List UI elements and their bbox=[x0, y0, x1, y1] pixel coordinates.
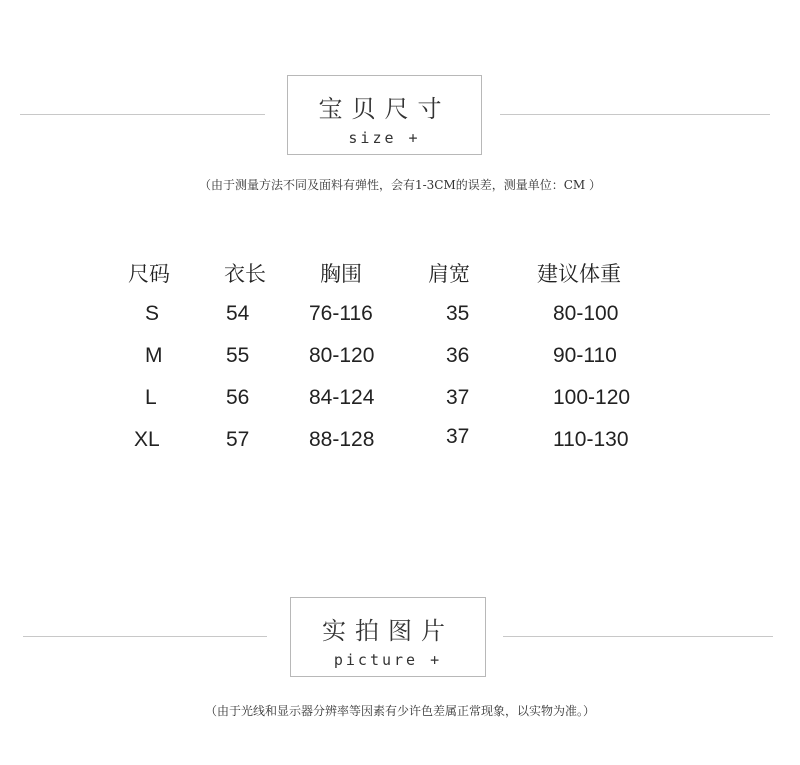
divider-left-picture bbox=[23, 636, 267, 637]
size-measurement-note: （由于测量方法不同及面料有弹性，会有1-3CM的误差，测量单位：CM ） bbox=[198, 178, 602, 192]
divider-right-picture bbox=[503, 636, 773, 637]
table-cell-length: 55 bbox=[226, 344, 250, 367]
table-cell-length: 54 bbox=[226, 302, 250, 325]
size-title-cn: 宝贝尺寸 bbox=[318, 95, 451, 123]
table-cell-chest: 84-124 bbox=[309, 386, 375, 409]
picture-color-note: （由于光线和显示器分辨率等因素有少许色差属正常现象，以实物为准。） bbox=[204, 704, 595, 718]
picture-title-en: picture + bbox=[333, 651, 443, 669]
table-cell-weight: 100-120 bbox=[553, 386, 631, 409]
header-shoulder: 肩宽 bbox=[428, 262, 470, 286]
table-cell-length: 56 bbox=[226, 386, 250, 409]
table-cell-weight: 90-110 bbox=[553, 344, 617, 367]
table-cell-length: 57 bbox=[226, 428, 250, 451]
table-cell-chest: 76-116 bbox=[309, 302, 373, 325]
picture-title-cn: 实拍图片 bbox=[322, 617, 454, 645]
header-chest: 胸围 bbox=[320, 262, 362, 286]
picture-title-box bbox=[290, 597, 486, 677]
table-cell-size: M bbox=[145, 344, 163, 367]
table-cell-size: S bbox=[145, 302, 160, 325]
table-cell-shoulder: 37 bbox=[446, 425, 470, 448]
header-weight: 建议体重 bbox=[537, 262, 621, 286]
table-cell-chest: 80-120 bbox=[309, 344, 375, 367]
table-cell-size: XL bbox=[134, 428, 160, 451]
table-cell-chest: 88-128 bbox=[309, 428, 375, 451]
table-cell-shoulder: 35 bbox=[446, 302, 470, 325]
table-cell-size: L bbox=[145, 386, 157, 409]
table-cell-shoulder: 37 bbox=[446, 386, 470, 409]
header-length: 衣长 bbox=[224, 262, 266, 286]
table-cell-weight: 110-130 bbox=[553, 428, 629, 451]
table-cell-shoulder: 36 bbox=[446, 344, 470, 367]
size-title-en: size + bbox=[348, 129, 421, 147]
table-cell-weight: 80-100 bbox=[553, 302, 619, 325]
header-size: 尺码 bbox=[128, 262, 170, 286]
